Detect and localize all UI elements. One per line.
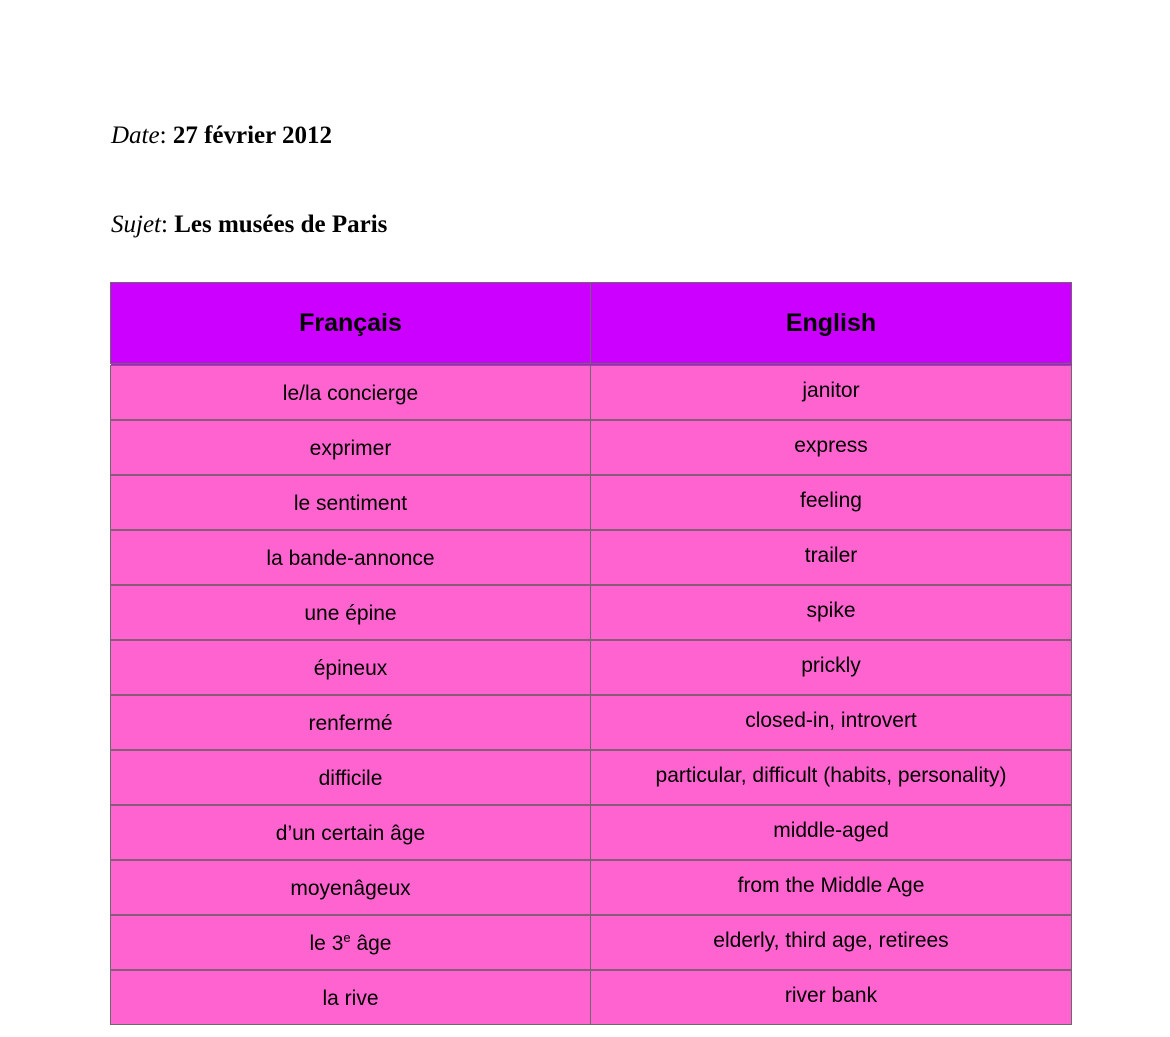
french-term: la rive (111, 970, 591, 1025)
french-term: épineux (111, 640, 591, 695)
subject-value: Les musées de Paris (174, 211, 388, 238)
table-row (111, 640, 1072, 695)
english-term: closed-in, introvert (591, 695, 1072, 750)
date-value: 27 février 2012 (172, 122, 333, 149)
table-row (111, 695, 1072, 750)
english-term: express (591, 420, 1072, 475)
french-term-suffix: âge (350, 932, 392, 955)
french-term-base: le 3 (309, 932, 344, 955)
english-term: river bank (591, 970, 1072, 1025)
table-row (111, 915, 1072, 970)
english-term: prickly (591, 640, 1072, 695)
french-term: exprimer (111, 420, 591, 475)
table-header-row (111, 283, 1072, 365)
english-term: elderly, third age, retirees (591, 915, 1072, 970)
table-row (111, 970, 1072, 1025)
table-row (111, 420, 1072, 475)
english-term: particular, difficult (habits, personality) (591, 750, 1072, 805)
table-row (111, 475, 1072, 530)
date-label: Date (111, 122, 160, 149)
table-row (111, 585, 1072, 640)
table-row (111, 860, 1072, 915)
ordinal-superscript: e (343, 930, 351, 945)
english-term: from the Middle Age (591, 860, 1072, 915)
french-term: le/la concierge (111, 365, 591, 421)
english-term: spike (591, 585, 1072, 640)
table-row (111, 805, 1072, 860)
column-header-french: Français (111, 283, 591, 365)
french-term: renfermé (111, 695, 591, 750)
english-term: janitor (591, 365, 1072, 421)
french-term: une épine (111, 585, 591, 640)
english-term: trailer (591, 530, 1072, 585)
french-term: le sentiment (111, 475, 591, 530)
subject-line: Sujet: Les musées de Paris (111, 211, 388, 238)
english-term: middle-aged (591, 805, 1072, 860)
table-row (111, 530, 1072, 585)
table-row (111, 750, 1072, 805)
french-term (111, 915, 591, 970)
subject-label: Sujet (111, 211, 161, 238)
date-line: Date: 27 février 2012 (111, 122, 333, 149)
french-term: la bande-annonce (111, 530, 591, 585)
english-term: feeling (591, 475, 1072, 530)
table-row (111, 365, 1072, 421)
french-term: moyenâgeux (111, 860, 591, 915)
french-term: difficile (111, 750, 591, 805)
vocabulary-table (110, 282, 1072, 1025)
column-header-english: English (591, 283, 1072, 365)
french-term: d’un certain âge (111, 805, 591, 860)
